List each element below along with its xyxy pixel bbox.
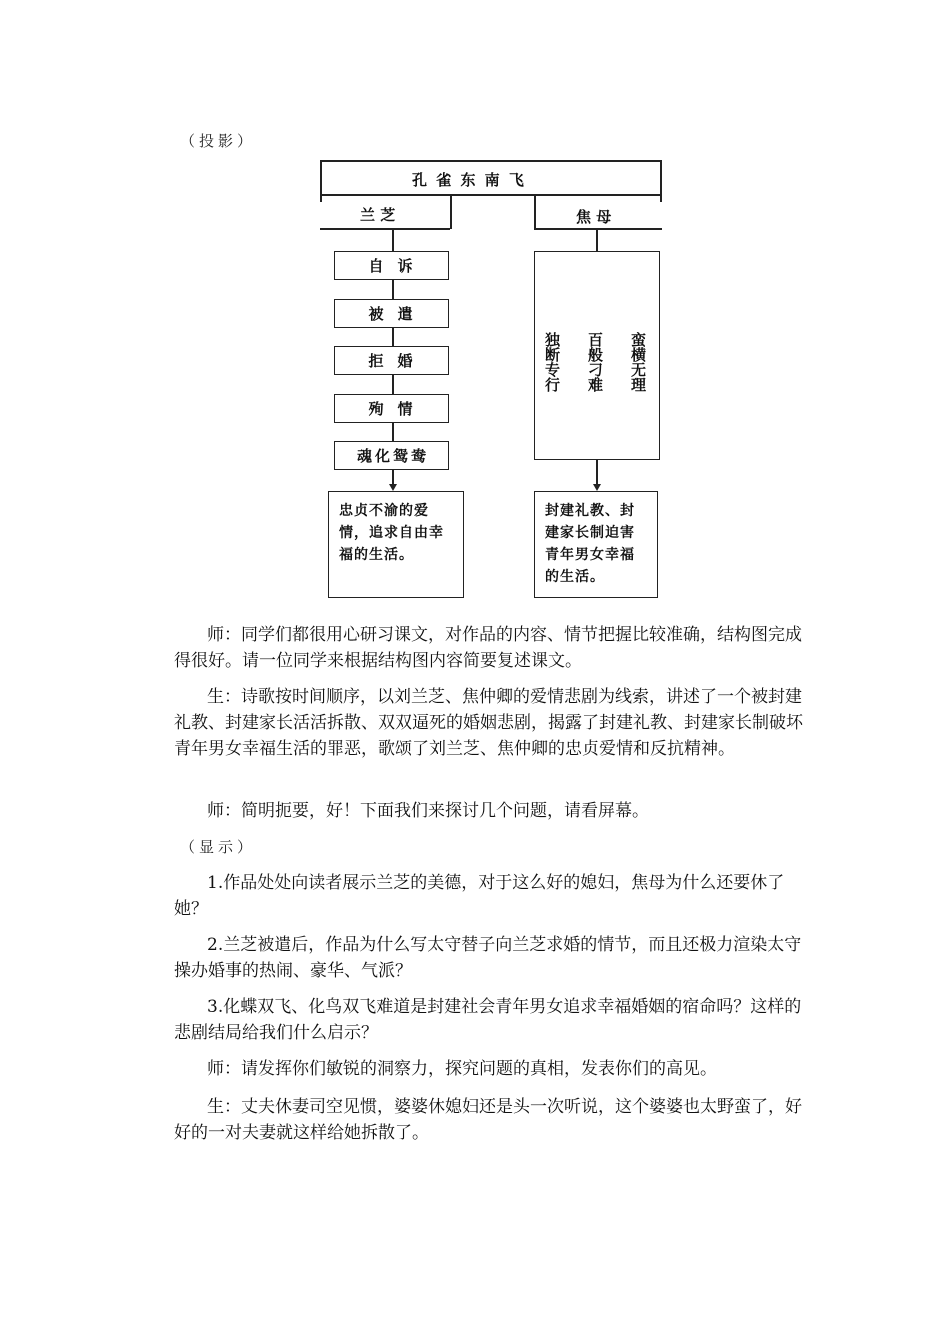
paragraph-3: 师：简明扼要，好！下面我们来探讨几个问题，请看屏幕。 [207,801,649,821]
question-1: 1.作品处处向读者展示兰芝的美德，对于这么好的媳妇，焦母为什么还要休了她？ [174,873,785,919]
right-branch-label: 焦 母 [576,208,612,226]
left-result-box: 忠贞不渝的爱情，追求自由幸福的生活。 [328,491,464,598]
paragraph-1: 师：同学们都很用心研习课文，对作品的内容、情节把握比较准确，结构图完成得很好。请一位同学来根据结构图内容简要复述课文。 [174,625,802,671]
right-arrow-icon [593,484,601,491]
trait-3: 独断专行 [543,332,561,392]
right-result-box: 封建礼教、封建家长制迫害青年男女幸福的生活。 [534,491,658,598]
trait-2: 百般刁难 [586,332,604,392]
left-arrow-icon [389,484,397,491]
projection-label: （投影） [180,132,257,150]
step-2: 被遣 [334,299,449,328]
paragraph-2: 生：诗歌按时间顺序，以刘兰芝、焦仲卿的爱情悲剧为线索，讲述了一个被封建礼教、封建家长活活拆散、双双逼死的婚姻悲剧，揭露了封建礼教、封建家长制破坏青年男女幸福生活的罪恶，歌颂了刘兰芝、焦仲卿的忠贞爱情和反抗精神。 [174,687,803,759]
closing-1: 师：请发挥你们敏锐的洞察力，探究问题的真相，发表你们的高见。 [207,1059,717,1079]
step-5: 魂化鸳鸯 [334,441,449,470]
closing-2: 生：丈夫休妻司空见惯，婆婆休媳妇还是头一次听说，这个婆婆也太野蛮了，好好的一对夫妻就这样给她拆散了。 [174,1097,802,1143]
step-1: 自诉 [334,251,449,280]
display-label: （显示） [180,838,257,856]
structure-diagram [320,160,662,602]
trait-1: 蛮横无理 [629,332,647,392]
question-2: 2.兰芝被遣后，作品为什么写太守替子向兰芝求婚的情节，而且还极力渲染太守操办婚事的热闹、豪华、气派？ [174,935,802,981]
question-3: 3.化蝶双飞、化鸟双飞难道是封建社会青年男女追求幸福婚姻的宿命吗？这样的悲剧结局给我们什么启示？ [174,997,802,1043]
left-branch-label: 兰 芝 [360,206,396,224]
diagram-title: 孔 雀 东 南 飞 [412,171,526,189]
step-3: 拒婚 [334,346,449,375]
step-4: 殉情 [334,394,449,423]
